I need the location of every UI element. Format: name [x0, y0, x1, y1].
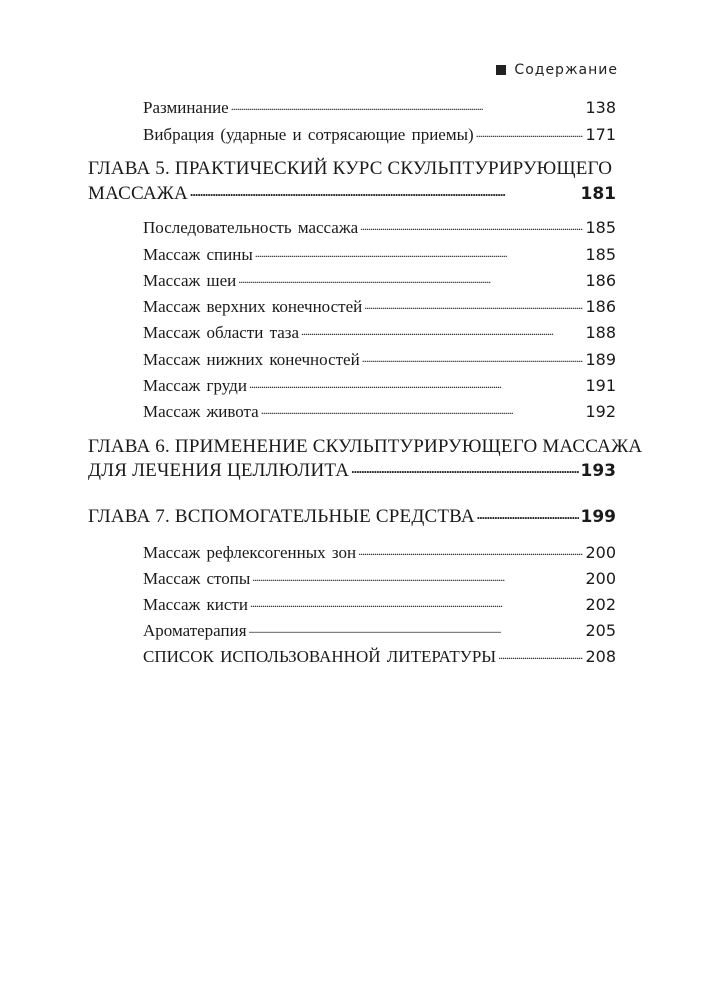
toc-entry-title: Массаж груди	[143, 376, 247, 395]
toc-entry	[143, 323, 616, 343]
toc-entry	[143, 218, 616, 238]
toc-entry	[143, 376, 616, 396]
toc-entry	[143, 621, 616, 641]
dot-leader	[358, 544, 583, 559]
toc-entry-page: 189	[585, 350, 616, 369]
dot-leader	[190, 184, 579, 200]
toc-chapter	[88, 183, 616, 205]
running-head-label: Содержание	[514, 62, 618, 78]
toc-entry-page: 188	[585, 323, 616, 342]
dot-leader	[238, 272, 583, 287]
toc-entry-title: Массаж живота	[143, 402, 259, 421]
dot-leader	[261, 403, 584, 418]
toc-entry-title: Разминание	[143, 98, 229, 117]
dot-leader	[252, 570, 583, 585]
chapter-title-line: ГЛАВА 6. ПРИМЕНЕНИЕ СКУЛЬПТУРИРУЮЩЕГО МАССАЖА	[88, 436, 643, 457]
toc-entry	[143, 245, 616, 265]
toc-entry-title: Последовательность массажа	[143, 218, 359, 237]
dot-leader	[255, 246, 584, 261]
toc-entry-page: 200	[585, 543, 616, 562]
toc-chapter	[88, 506, 616, 528]
square-icon	[496, 65, 506, 75]
dot-leader	[249, 622, 584, 637]
toc-entry-page: 138	[585, 98, 616, 117]
toc-entry-page: 191	[585, 376, 616, 395]
toc-entry-page: 186	[585, 271, 616, 290]
toc-entry-title: Массаж рефлексогенных зон	[143, 543, 357, 562]
toc-entry-title: Массаж верхних конечностей	[143, 297, 363, 316]
dot-leader	[231, 99, 584, 114]
toc-entry	[143, 595, 616, 615]
dot-leader	[249, 377, 584, 392]
dot-leader	[476, 126, 584, 141]
toc-entry-page: 185	[585, 218, 616, 237]
toc-entry-page: 193	[580, 461, 616, 481]
toc-entry-page: 200	[585, 569, 616, 588]
toc-entry-title: Массаж спины	[143, 245, 253, 264]
toc-entry	[143, 402, 616, 422]
chapter-title-line: ГЛАВА 5. ПРАКТИЧЕСКИЙ КУРС СКУЛЬПТУРИРУЮЩЕГО	[88, 158, 613, 179]
toc-entry-page: 208	[585, 647, 616, 666]
toc-entry-page: 186	[585, 297, 616, 316]
toc-entry	[143, 297, 616, 317]
toc-entry	[143, 125, 616, 145]
dot-leader	[250, 596, 584, 611]
toc-entry-title: СПИСОК ИСПОЛЬЗОВАННОЙ ЛИТЕРАТУРЫ	[143, 647, 497, 666]
running-head	[496, 62, 618, 78]
toc-chapter	[88, 460, 616, 482]
dot-leader	[364, 298, 583, 313]
toc-entry-title: Массаж нижних конечностей	[143, 350, 360, 369]
toc-entry-title: Массаж стопы	[143, 569, 251, 588]
toc-entry-page: 199	[580, 507, 616, 527]
dot-leader	[477, 507, 579, 523]
dot-leader	[351, 461, 578, 477]
toc-entry	[143, 271, 616, 291]
toc-entry-title: Массаж кисти	[143, 595, 248, 614]
toc-entry-page: 185	[585, 245, 616, 264]
toc-entry	[143, 569, 616, 589]
toc-entry-title: МАССАЖА	[88, 183, 188, 204]
dot-leader	[498, 648, 583, 663]
toc-entry-title: ГЛАВА 7. ВСПОМОГАТЕЛЬНЫЕ СРЕДСТВА	[88, 506, 475, 527]
toc-entry	[143, 98, 616, 118]
toc-entry-title: ДЛЯ ЛЕЧЕНИЯ ЦЕЛЛЮЛИТА	[88, 460, 350, 481]
toc-entry	[143, 543, 616, 563]
toc-entry-page: 202	[585, 595, 616, 614]
toc-entry-page: 171	[585, 125, 616, 144]
toc-entry-page: 192	[585, 402, 616, 421]
dot-leader	[362, 351, 584, 366]
dot-leader	[301, 324, 583, 339]
toc-entry-title: Массаж шеи	[143, 271, 237, 290]
toc-entry-page: 205	[585, 621, 616, 640]
toc-entry	[143, 350, 616, 370]
toc-entry-title: Вибрация (ударные и сотрясающие приемы)	[143, 125, 474, 144]
toc-entry-title: Массаж области таза	[143, 323, 300, 342]
toc-entry	[143, 647, 616, 667]
toc-entry-page: 181	[580, 184, 616, 204]
dot-leader	[360, 219, 583, 234]
toc-entry-title: Ароматерапия	[143, 621, 247, 640]
